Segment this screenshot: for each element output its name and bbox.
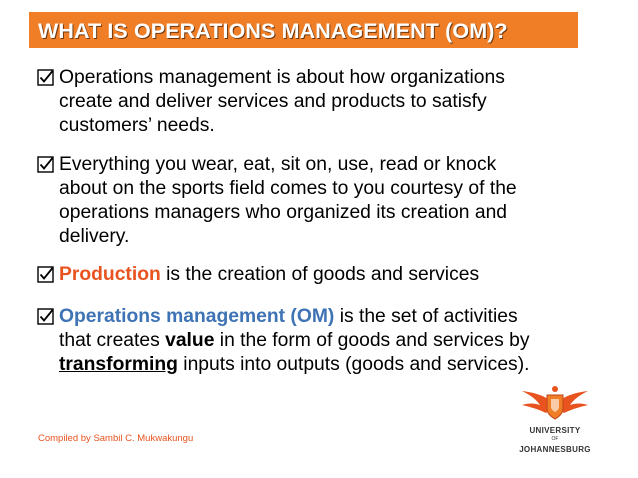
checkbox-check-icon	[37, 69, 54, 86]
bullet-production	[37, 263, 597, 287]
footer-credit: Compiled by Sambil C. Mukwakungu	[38, 433, 194, 444]
bullet-line: operations managers who organized its creation and	[59, 202, 508, 223]
bullet-line: customers’ needs.	[59, 115, 215, 136]
slide-title: WHAT IS OPERATIONS MANAGEMENT (OM)?	[38, 19, 508, 43]
bullet-line: Operations management is about how organizations	[59, 67, 505, 88]
slide-title-bar	[29, 12, 578, 48]
logo-text-of: OF	[551, 436, 559, 442]
term-production: Production	[59, 264, 161, 285]
university-crest-icon	[510, 381, 600, 425]
checkbox-check-icon	[37, 156, 54, 173]
word-transforming: transforming	[59, 354, 178, 375]
word-value: value	[165, 330, 215, 351]
term-operations-management: Operations management (OM)	[59, 306, 335, 327]
bullet-text: inputs into outputs (goods and services).	[177, 354, 530, 375]
bullet-line: Everything you wear, eat, sit on, use, read or knock	[59, 154, 497, 175]
bullet-everything	[37, 153, 597, 249]
bullet-line: create and deliver services and products to satisfy	[59, 91, 487, 112]
checkbox-check-icon	[37, 266, 54, 283]
bullet-text: in the form of goods and services by	[214, 330, 530, 351]
university-logo	[510, 381, 600, 453]
bullet-om-definition	[37, 66, 597, 138]
logo-text-johannesburg: JOHANNESBURG	[519, 445, 591, 454]
bullet-line: delivery.	[59, 226, 130, 247]
bullet-text: that creates	[59, 330, 166, 351]
bullet-text: is the creation of goods and services	[160, 264, 480, 285]
bullet-text: is the set of activities	[334, 306, 518, 327]
checkbox-check-icon	[37, 308, 54, 325]
bullet-om-set-of-activities	[37, 305, 597, 377]
bullet-line: about on the sports field comes to you courtesy of the	[59, 178, 517, 199]
logo-text-university: UNIVERSITY	[529, 426, 581, 435]
